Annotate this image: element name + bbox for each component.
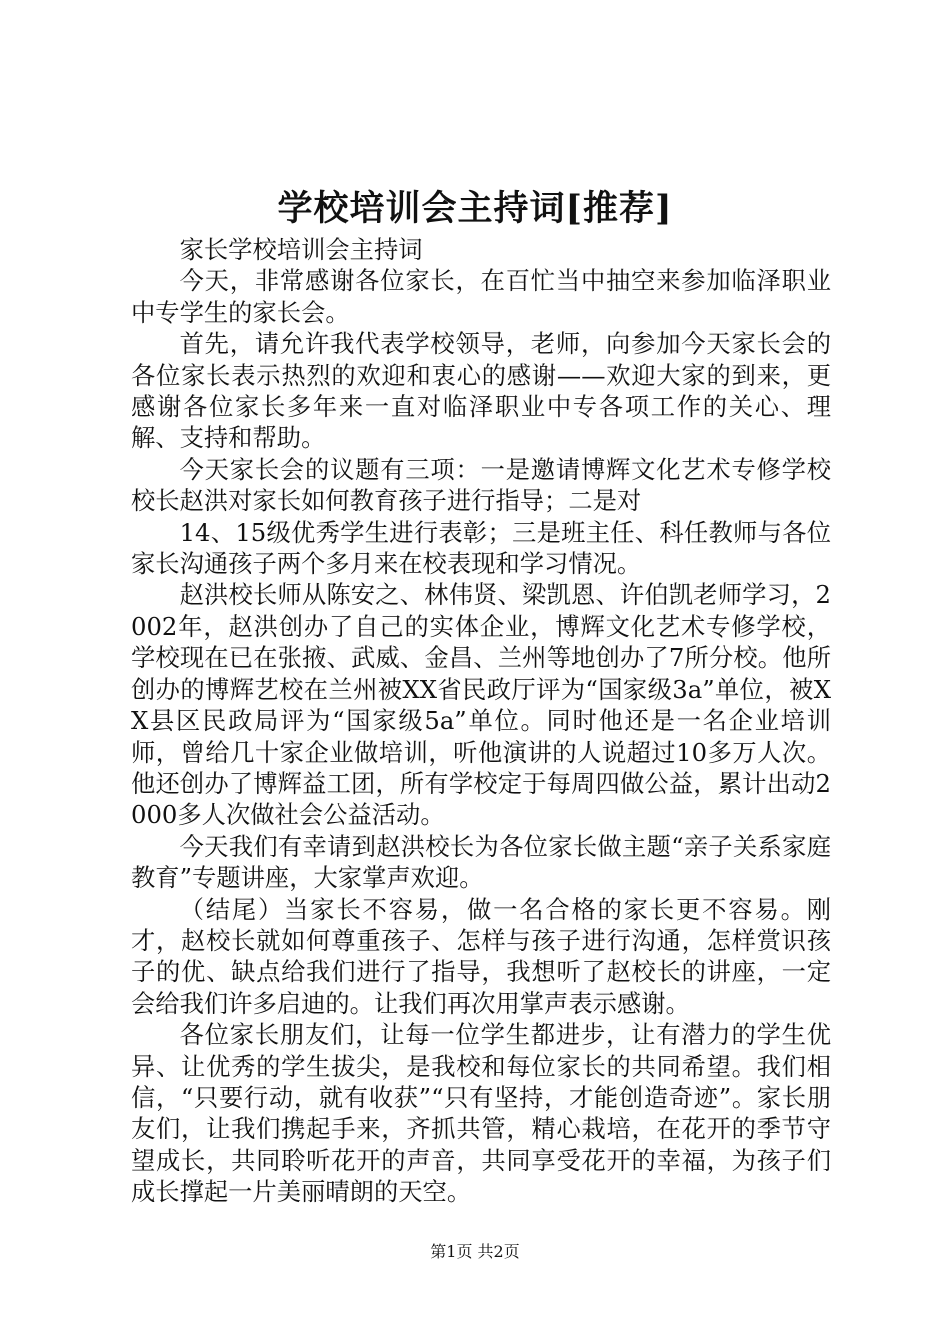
- paragraph-agenda: 今天家长会的议题有三项：一是邀请博辉文化艺术专修学校校长赵洪对家长如何教育孩子进行指导；二是对: [131, 454, 831, 516]
- paragraph-lecture-intro: 今天我们有幸请到赵洪校长为各位家长做主题“亲子关系家庭教育”专题讲座，大家掌声欢迎。: [131, 831, 831, 893]
- paragraph-opening: 今天，非常感谢各位家长，在百忙当中抽空来参加临泽职业中专学生的家长会。: [131, 266, 831, 327]
- page-number: 第1页 共2页: [430, 1242, 520, 1261]
- paragraph-subtitle: 家长学校培训会主持词: [179, 235, 423, 264]
- paragraph-welcome: 首先，请允许我代表学校领导，老师，向参加今天家长会的各位家长表示热烈的欢迎和衷心的感谢——欢迎大家的到来，更感谢各位家长多年来一直对临泽职业中专各项工作的关心、理解、支持和帮助。: [131, 329, 831, 453]
- document-title: 学校培训会主持词[推荐]: [277, 188, 673, 229]
- paragraph-speaker-intro: 赵洪校长师从陈安之、林伟贤、梁凯恩、许伯凯老师学习，2002年，赵洪创办了自己的实体企业，博辉文化艺术专修学校，学校现在已在张掖、武威、金昌、兰州等地创办了7所分校。他所创办的博辉艺校在兰州被XX省民政厅评为“国家级3a”单位，被XX县区民政局评为“国家级5a”单位。同时他还是一名企业培训师，曾给几十家企业做培训，听他演讲的人说超过10多万人次。他还创办了博辉益工团，所有学校定于每周四做公益，累计出动2000多人次做社会公益活动。: [131, 580, 831, 830]
- paragraph-closing: （结尾）当家长不容易，做一名合格的家长更不容易。刚才，赵校长就如何尊重孩子、怎样与孩子进行沟通，怎样赏识孩子的优、缺点给我们进行了指导，我想听了赵校长的讲座，一定会给我们许多启迪的。让我们再次用掌声表示感谢。: [131, 894, 831, 1018]
- paragraph-agenda-continued: 14、15级优秀学生进行表彰；三是班主任、科任教师与各位家长沟通孩子两个多月来在校表现和学习情况。: [131, 517, 831, 579]
- paragraph-final-wishes: 各位家长朋友们，让每一位学生都进步，让有潜力的学生优异、让优秀的学生拔尖，是我校和每位家长的共同希望。我们相信，“只要行动，就有收获”“只有坚持，才能创造奇迹”。家长朋友们，让我们携起手来，齐抓共管，精心栽培，在花开的季节守望成长，共同聆听花开的声音，共同享受花开的幸福，为孩子们成长撑起一片美丽晴朗的天空。: [131, 1020, 831, 1207]
- document-body: [131, 234, 831, 1208]
